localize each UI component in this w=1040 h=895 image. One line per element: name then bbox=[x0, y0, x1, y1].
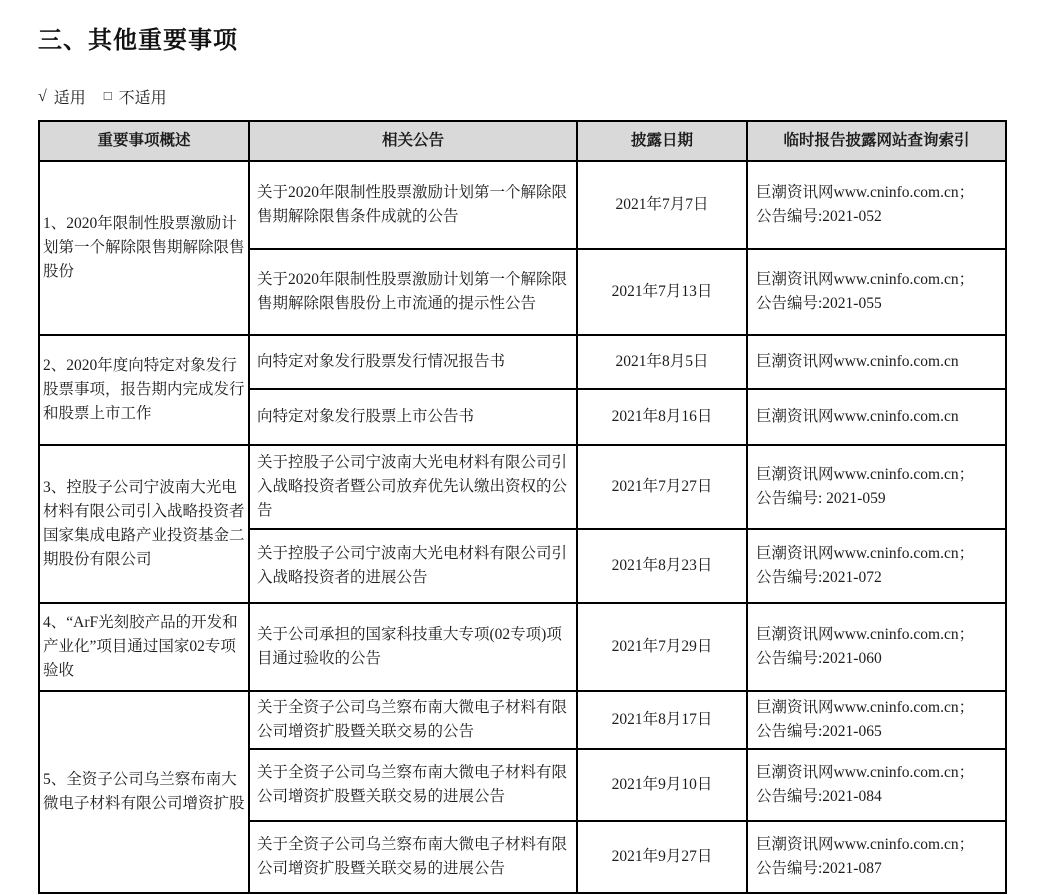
index-cell bbox=[747, 335, 1006, 389]
announcement-cell: 向特定对象发行股票发行情况报告书 bbox=[249, 335, 577, 389]
date-cell: 2021年7月27日 bbox=[577, 445, 747, 529]
header-cell-announcement: 相关公告 bbox=[249, 121, 577, 161]
date-cell: 2021年8月17日 bbox=[577, 691, 747, 749]
announcement-cell: 关于2020年限制性股票激励计划第一个解除限售期解除限售股份上市流通的提示性公告 bbox=[249, 249, 577, 335]
index-site: 巨潮资讯网www.cninfo.com.cn； bbox=[756, 764, 975, 782]
summary-cell: 2、2020年度向特定对象发行股票事项，报告期内完成发行和股票上市工作 bbox=[39, 335, 249, 445]
checkbox-icon: □ bbox=[103, 87, 112, 103]
applicability-note bbox=[38, 85, 1005, 108]
summary-cell: 5、全资子公司乌兰察布南大微电子材料有限公司增资扩股 bbox=[39, 691, 249, 893]
table-header-row bbox=[39, 121, 1006, 161]
announcement-cell: 关于控股子公司宁波南大光电材料有限公司引入战略投资者的进展公告 bbox=[249, 529, 577, 603]
section-title: 三、其他重要事项 bbox=[38, 28, 238, 54]
index-code: 公告编号:2021-084 bbox=[756, 788, 882, 806]
announcement-cell: 关于全资子公司乌兰察布南大微电子材料有限公司增资扩股暨关联交易的进展公告 bbox=[249, 821, 577, 893]
date-cell: 2021年8月23日 bbox=[577, 529, 747, 603]
applicable-label: 适用 bbox=[53, 90, 86, 107]
announcement-cell: 关于全资子公司乌兰察布南大微电子材料有限公司增资扩股暨关联交易的公告 bbox=[249, 691, 577, 749]
index-cell bbox=[747, 249, 1006, 335]
announcement-cell: 向特定对象发行股票上市公告书 bbox=[249, 389, 577, 445]
index-cell bbox=[747, 821, 1006, 893]
table-row bbox=[39, 161, 1006, 249]
index-cell bbox=[747, 529, 1006, 603]
date-cell: 2021年8月5日 bbox=[577, 335, 747, 389]
index-site: 巨潮资讯网www.cninfo.com.cn； bbox=[756, 270, 975, 288]
header-cell-summary: 重要事项概述 bbox=[39, 121, 249, 161]
summary-cell: 1、2020年限制性股票激励计划第一个解除限售期解除限售股份 bbox=[39, 161, 249, 335]
index-code: 公告编号: 2021-059 bbox=[756, 490, 886, 507]
date-cell: 2021年7月29日 bbox=[577, 603, 747, 691]
index-code: 公告编号:2021-072 bbox=[756, 569, 882, 586]
index-code: 公告编号:2021-052 bbox=[756, 208, 882, 225]
announcement-cell: 关于控股子公司宁波南大光电材料有限公司引入战略投资者暨公司放弃优先认缴出资权的公告 bbox=[249, 445, 577, 529]
check-mark-icon: √ bbox=[38, 87, 47, 105]
index-code: 公告编号:2021-087 bbox=[756, 860, 882, 878]
table-row bbox=[39, 445, 1006, 529]
not-applicable-label: 不适用 bbox=[118, 90, 167, 107]
index-cell bbox=[747, 603, 1006, 691]
index-cell bbox=[747, 691, 1006, 749]
date-cell: 2021年9月10日 bbox=[577, 749, 747, 821]
date-cell: 2021年9月27日 bbox=[577, 821, 747, 893]
date-cell: 2021年7月7日 bbox=[577, 161, 747, 249]
table-row bbox=[39, 691, 1006, 749]
index-cell bbox=[747, 749, 1006, 821]
summary-cell: 4、“ArF光刻胶产品的开发和产业化”项目通过国家02专项验收 bbox=[39, 603, 249, 691]
announcement-cell: 关于公司承担的国家科技重大专项(02专项)项目通过验收的公告 bbox=[249, 603, 577, 691]
index-code: 公告编号:2021-065 bbox=[756, 723, 882, 741]
date-cell: 2021年7月13日 bbox=[577, 249, 747, 335]
index-site: 巨潮资讯网www.cninfo.com.cn； bbox=[756, 836, 975, 854]
index-cell bbox=[747, 161, 1006, 249]
announcement-cell: 关于2020年限制性股票激励计划第一个解除限售期解除限售条件成就的公告 bbox=[249, 161, 577, 249]
index-site: 巨潮资讯网www.cninfo.com.cn； bbox=[756, 625, 975, 643]
table-row bbox=[39, 335, 1006, 389]
header-cell-index: 临时报告披露网站查询索引 bbox=[747, 121, 1006, 161]
index-cell bbox=[747, 389, 1006, 445]
summary-cell: 3、控股子公司宁波南大光电材料有限公司引入战略投资者国家集成电路产业投资基金二期股份有限公司 bbox=[39, 445, 249, 603]
index-code: 公告编号:2021-055 bbox=[756, 295, 882, 312]
index-code: 公告编号:2021-060 bbox=[756, 650, 882, 667]
date-cell: 2021年8月16日 bbox=[577, 389, 747, 445]
table-row bbox=[39, 603, 1006, 691]
announcement-cell: 关于全资子公司乌兰察布南大微电子材料有限公司增资扩股暨关联交易的进展公告 bbox=[249, 749, 577, 821]
index-site: 巨潮资讯网www.cninfo.com.cn； bbox=[756, 699, 975, 716]
header-cell-date: 披露日期 bbox=[577, 121, 747, 161]
important-matters-table bbox=[38, 120, 1007, 894]
index-site: 巨潮资讯网www.cninfo.com.cn； bbox=[756, 544, 975, 562]
index-site: 巨潮资讯网www.cninfo.com.cn bbox=[756, 407, 959, 425]
index-site: 巨潮资讯网www.cninfo.com.cn； bbox=[756, 183, 975, 201]
index-site: 巨潮资讯网www.cninfo.com.cn； bbox=[756, 465, 975, 483]
index-cell bbox=[747, 445, 1006, 529]
index-site: 巨潮资讯网www.cninfo.com.cn bbox=[756, 352, 959, 370]
